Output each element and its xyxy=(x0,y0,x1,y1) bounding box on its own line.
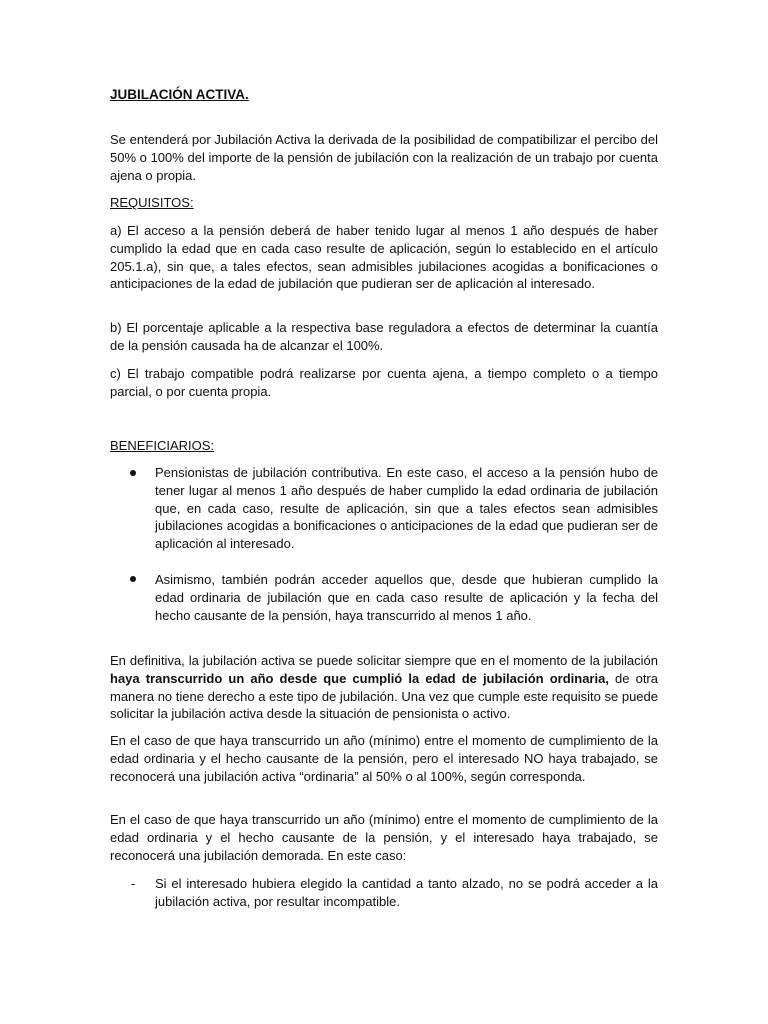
definitiva-text-end: de otra manera no tiene derecho a este tipo de jubilación. Una vez que cumple este requisito se puede solicitar la jubilación activa desde la situación de pensionista o activo. xyxy=(110,670,658,722)
bullet-icon xyxy=(130,576,136,582)
requisitos-heading: REQUISITOS: xyxy=(110,195,194,210)
intro-paragraph: Se entenderá por Jubilación Activa la derivada de la posibilidad de compatibilizar el percibo del 50% o 100% del importe de la pensión de jubilación con la realización de un trabajo por cuenta ajena o propia. xyxy=(110,132,658,183)
requisito-a: a) El acceso a la pensión deberá de haber tenido lugar al menos 1 año después de haber cumplido la edad que en cada caso resulte de aplicación, según lo establecido en el artículo 205.1.a), sin que, a tales efectos, sean admisibles jubilaciones acogidas a bonificaciones o anticipaciones de la edad de jubilación que pudieran ser de aplicación al interesado. xyxy=(110,223,658,292)
definitiva-bold-text: haya transcurrido un año desde que cumplió la edad de jubilación ordinaria, xyxy=(110,670,609,686)
dash-bullet-icon: - xyxy=(131,876,136,891)
beneficiarios-heading: BENEFICIARIOS: xyxy=(110,438,215,453)
caso-trabajado-paragraph: En el caso de que haya transcurrido un año (mínimo) entre el momento de cumplimiento de la edad ordinaria y el hecho causante de la pensión, y el interesado haya trabajado, se reconocerá una jubilación demorada. En este caso: xyxy=(110,812,658,863)
definitiva-paragraph xyxy=(110,652,658,723)
document-title: JUBILACIÓN ACTIVA. xyxy=(110,87,249,102)
list-item: Pensionistas de jubilación contributiva. En este caso, el acceso a la pensión hubo de tener lugar al menos 1 año después de haber cumplido la edad ordinaria de jubilación que, en cada caso, resulte de aplicación, sin que a tales efectos sean admisibles jubilaciones acogidas a bonificaciones o anticipaciones de la edad que pudieran ser de aplicación al interesado. xyxy=(155,465,658,552)
bullet-icon xyxy=(130,470,136,476)
requisito-b: b) El porcentaje aplicable a la respectiva base reguladora a efectos de determinar la cuantía de la pensión causada ha de alcanzar el 100%. xyxy=(110,320,658,353)
list-item: Si el interesado hubiera elegido la cantidad a tanto alzado, no se podrá acceder a la jubilación activa, por resultar incompatible. xyxy=(155,876,658,909)
requisito-c: c) El trabajo compatible podrá realizarse por cuenta ajena, a tiempo completo o a tiempo parcial, o por cuenta propia. xyxy=(110,366,658,399)
caso-no-trabajado-paragraph: En el caso de que haya transcurrido un año (mínimo) entre el momento de cumplimiento de la edad ordinaria y el hecho causante de la pensión, pero el interesado NO haya trabajado, se reconocerá una jubilación activa “ordinaria” al 50% o al 100%, según corresponda. xyxy=(110,733,658,784)
definitiva-text: En definitiva, la jubilación activa se puede solicitar siempre que en el momento de la jubilación xyxy=(110,653,658,668)
list-item: Asimismo, también podrán acceder aquellos que, desde que hubieran cumplido la edad ordinaria de jubilación que en cada caso resulte de aplicación y la fecha del hecho causante de la pensión, haya transcurrido al menos 1 año. xyxy=(155,572,658,623)
